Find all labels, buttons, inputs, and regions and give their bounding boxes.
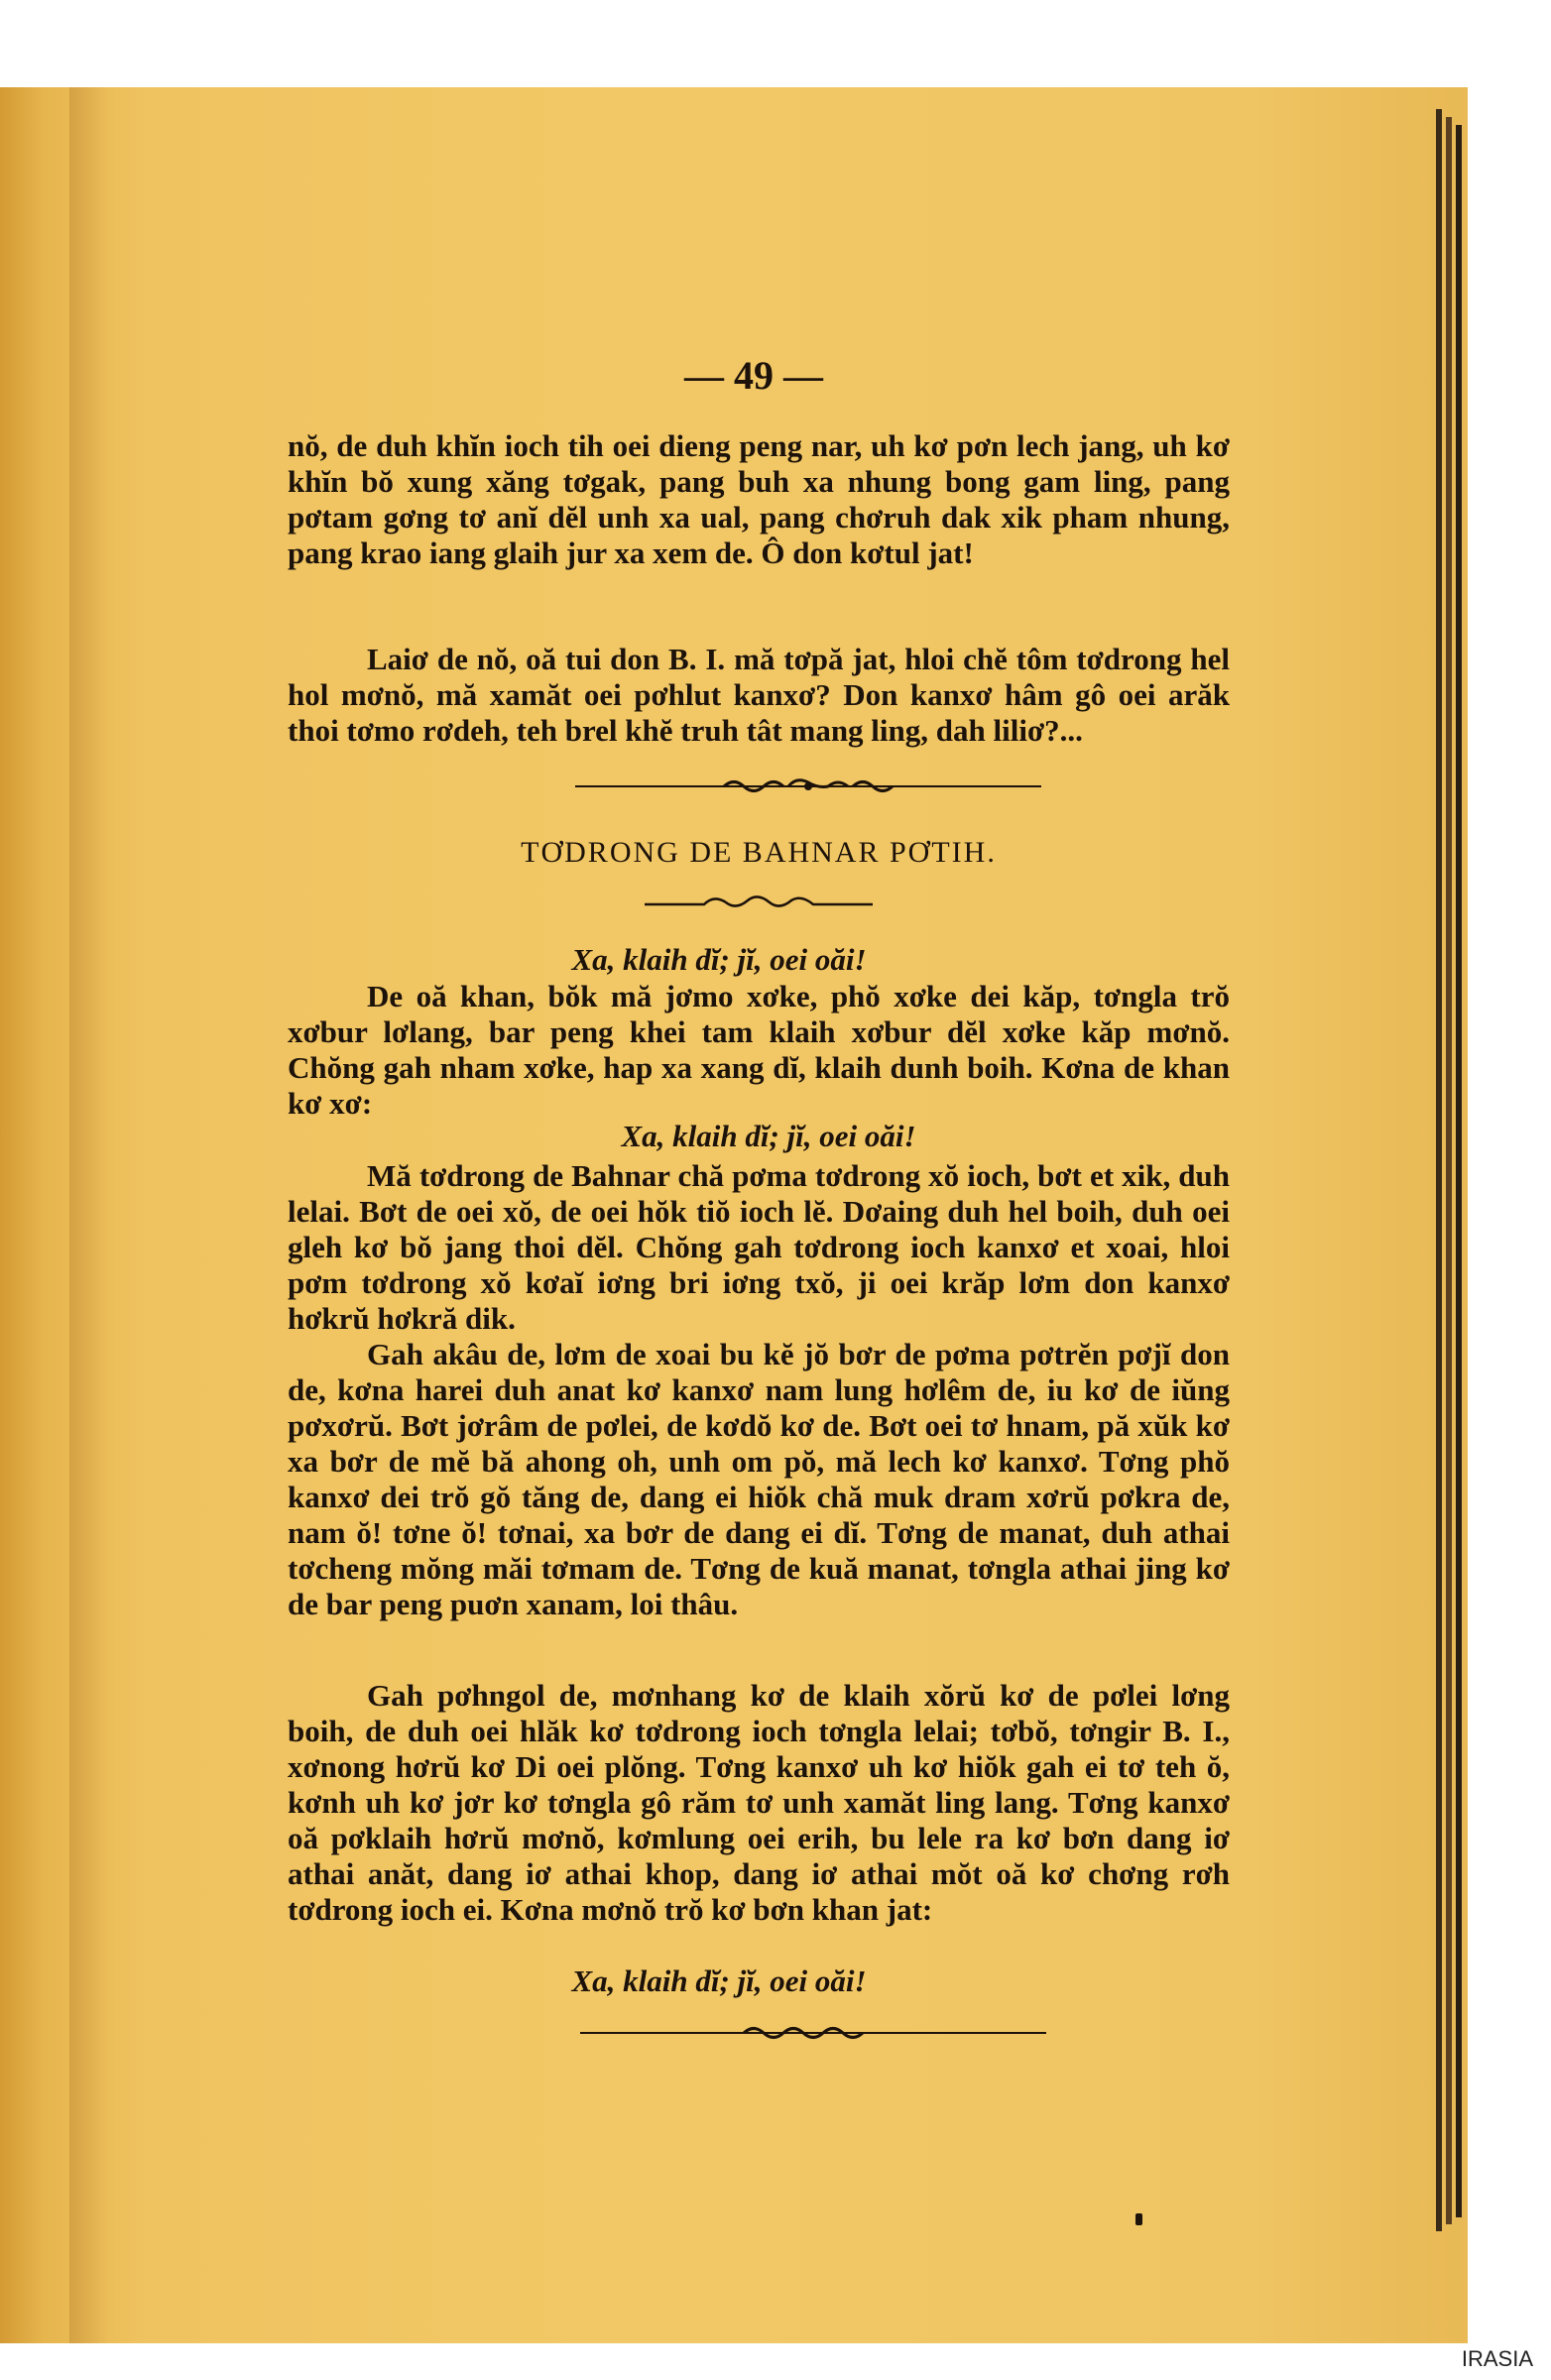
paragraph-text: Gah pơhngol de, mơnhang kơ de klaih xŏrŭ kơ de pơlei lơng boih, de duh oei hlăk kơ tơdrong ioch tơngla lelai; tơbŏ, tơngir B. I., xơnong hơrŭ kơ Di oei plŏng. Tơng kanxơ uh kơ hiŏk gah ei tơ teh ŏ, kơnh uh kơ jơr kơ tơngla gô răm tơ unh xamăt ling lang. Tơng kanxơ oă pơklaih hơrŭ mơnŏ, kơmlung oei erih, bu lele ra kơ bơn dang iơ athai anăt, dang iơ athai khop, dang iơ athai mŏt oă kơ chơng rơh tơdrong ioch ei. Kơna mơnŏ trŏ kơ bơn khan jat:: [288, 1678, 1230, 1927]
ornamental-flourish: [645, 892, 873, 912]
refrain-line: Xa, klaih dĭ; jĭ, oei oăi!: [571, 1964, 867, 1998]
watermark-label: IRASIA: [1461, 2346, 1533, 2371]
page-stack-edge: [1446, 117, 1452, 2224]
page-number: — 49 —: [684, 353, 823, 398]
page-stack-edge: [1456, 125, 1462, 2217]
ornamental-divider: [575, 776, 1041, 796]
paragraph-text: Laiơ de nŏ, oă tui don B. I. mă tơpă jat, hloi chĕ tôm tơdrong hel hol mơnŏ, mă xamăt oei pơhlut kanxơ? Don kanxơ hâm gô oei arăk thoi tơmo rơdeh, teh brel khĕ truh tât mang ling, dah liliơ?...: [288, 642, 1230, 748]
refrain-line: Xa, klaih dĭ; jĭ, oei oăi!: [571, 942, 867, 977]
paragraph-text: Mă tơdrong de Bahnar chă pơma tơdrong xŏ ioch, bơt et xik, duh lelai. Bơt de oei xŏ, de oei hŏk tiŏ ioch lĕ. Dơaing duh hel boih, duh oei gleh kơ bŏ jang thoi dĕl. Chŏng gah tơdrong ioch kanxơ et xoai, hloi pơm tơdrong xŏ kơaĭ iơng bri iơng txŏ, ji oei krăp lơm don kanxơ hơkrŭ hơkră dik.: [288, 1158, 1230, 1336]
paragraph: [288, 642, 1230, 749]
page-stack-edge: [1436, 109, 1442, 2231]
paragraph-text: De oă khan, bŏk mă jơmo xơke, phŏ xơke dei kăp, tơngla trŏ xơbur lơlang, bar peng khei tam klaih xơbur dĕl xơke kăp mơnŏ. Chŏng gah nham xơke, hap xa xang dĭ, klaih dunh boih. Kơna de khan kơ xơ:: [288, 979, 1230, 1121]
refrain-line: Xa, klaih dĭ; jĭ, oei oăi!: [621, 1119, 916, 1153]
ornamental-divider: [580, 2023, 1046, 2043]
paragraph: [288, 1158, 1230, 1337]
paragraph: [288, 1678, 1230, 1928]
paragraph: [288, 979, 1230, 1122]
ink-mark: [1135, 2213, 1142, 2225]
page-fold-shadow: [69, 87, 109, 2343]
paragraph-text: Gah akâu de, lơm de xoai bu kĕ jŏ bơr de pơma pơtrĕn pơjĭ don de, kơna harei duh anat kơ kanxơ nam lung hơlêm de, iu kơ de iŭng pơxơrŭ. Bơt jơrâm de pơlei, de kơdŏ kơ de. Bơt oei tơ hnam, pă xŭk kơ xa bơr de mĕ bă ahong oh, unh om pŏ, mă lech kơ kanxơ. Tơng phŏ kanxơ dei trŏ gŏ tăng de, dang ei hiŏk chă muk dram xơrŭ pơkra de, nam ŏ! tơne ŏ! tơnai, xa bơr de dang ei dĭ. Tơng de manat, duh athai tơcheng mŏng măi tơmam de. Tơng de kuă manat, tơngla athai jing kơ de bar peng puơn xanam, loi thâu.: [288, 1337, 1230, 1621]
paragraph: [288, 428, 1230, 571]
paragraph: [288, 1337, 1230, 1622]
section-title: TƠDRONG DE BAHNAR PƠTIH.: [521, 836, 997, 869]
paragraph-text: nŏ, de duh khĭn ioch tih oei dieng peng nar, uh kơ pơn lech jang, uh kơ khĭn bŏ xung xăng tơgak, pang buh xa nhung bong gam ling, pang pơtam gơng tơ anĭ dĕl unh xa ual, pang chơruh dak xik pham nhung, pang krao iang glaih jur xa xem de. Ô don kơtul jat!: [288, 428, 1230, 570]
